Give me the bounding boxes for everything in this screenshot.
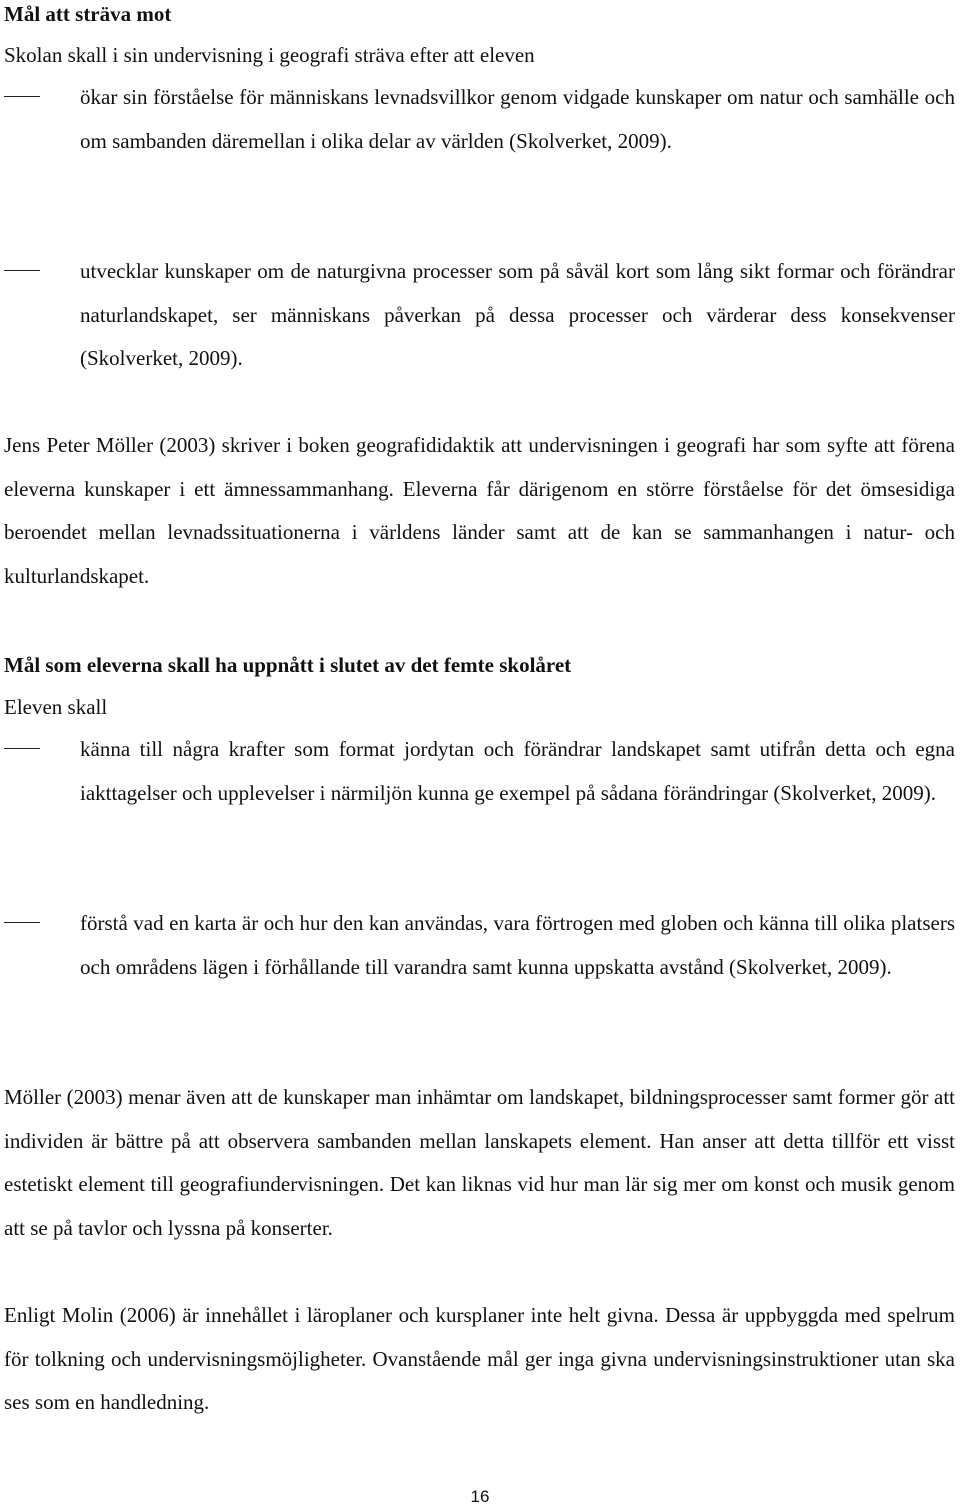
body-paragraph: Enligt Molin (2006) är innehållet i läroplaner och kursplaner inte helt givna. Dessa är uppbyggda med spelrum för tolkning och undervisningsmöjligheter. Ovanstående mål ger inga givna undervisningsinstruktioner utan ska ses som en handledning.	[4, 1303, 955, 1414]
list-item	[4, 902, 955, 989]
list-item	[4, 76, 955, 163]
body-paragraph: Jens Peter Möller (2003) skriver i boken geografididaktik att undervisningen i geografi har som syfte att förena eleverna kunskaper i ett ämnessammanhang. Eleverna får därigenom en större förståelse för det ömsesidiga beroendet mellan levnadssituationerna i världens länder samt att de kan se sammanhangen i natur- och kulturlandskapet.	[4, 433, 955, 588]
page-number: 16	[470, 1487, 490, 1506]
section-intro: Eleven skall	[4, 695, 108, 719]
list-item-text: utvecklar kunskaper om de naturgivna processer som på såväl kort som lång sikt formar och förändrar naturlandskapet, ser människans påverkan på dessa processer och värderar dess konsekvenser (Skolverket, 2009).	[80, 259, 955, 370]
section-heading-achievement-goals: Mål som eleverna skall ha uppnått i slutet av det femte skolåret	[4, 653, 572, 677]
list-item-text: känna till några krafter som format jordytan och förändrar landskapet samt utifrån detta och egna iakttagelser och upplevelser i närmiljön kunna ge exempel på sådana förändringar (Skolverket, 2009).	[80, 737, 955, 805]
dash-bullet-icon	[4, 270, 40, 271]
body-paragraph: Möller (2003) menar även att de kunskaper man inhämtar om landskapet, bildningsprocesser samt former gör att individen är bättre på att observera sambanden mellan lanskapets element. Han anser att detta tillför ett visst estetiskt element till geografiundervisningen. Det kan liknas vid hur man lär sig mer om konst och musik genom att se på tavlor och lyssna på konserter.	[4, 1085, 955, 1240]
list-item	[4, 728, 955, 815]
list-item	[4, 250, 955, 381]
section-intro: Skolan skall i sin undervisning i geografi sträva efter att eleven	[4, 43, 535, 67]
list-item-text: förstå vad en karta är och hur den kan användas, vara förtrogen med globen och känna till olika platsers och områdens lägen i förhållande till varandra samt kunna uppskatta avstånd (Skolverket, 2009).	[80, 911, 955, 979]
section-heading-strive-goals: Mål att sträva mot	[4, 2, 172, 26]
dash-bullet-icon	[4, 96, 40, 97]
list-item-text: ökar sin förståelse för människans levnadsvillkor genom vidgade kunskaper om natur och samhälle och om sambanden däremellan i olika delar av världen (Skolverket, 2009).	[80, 85, 955, 153]
dash-bullet-icon	[4, 922, 40, 923]
dash-bullet-icon	[4, 748, 40, 749]
